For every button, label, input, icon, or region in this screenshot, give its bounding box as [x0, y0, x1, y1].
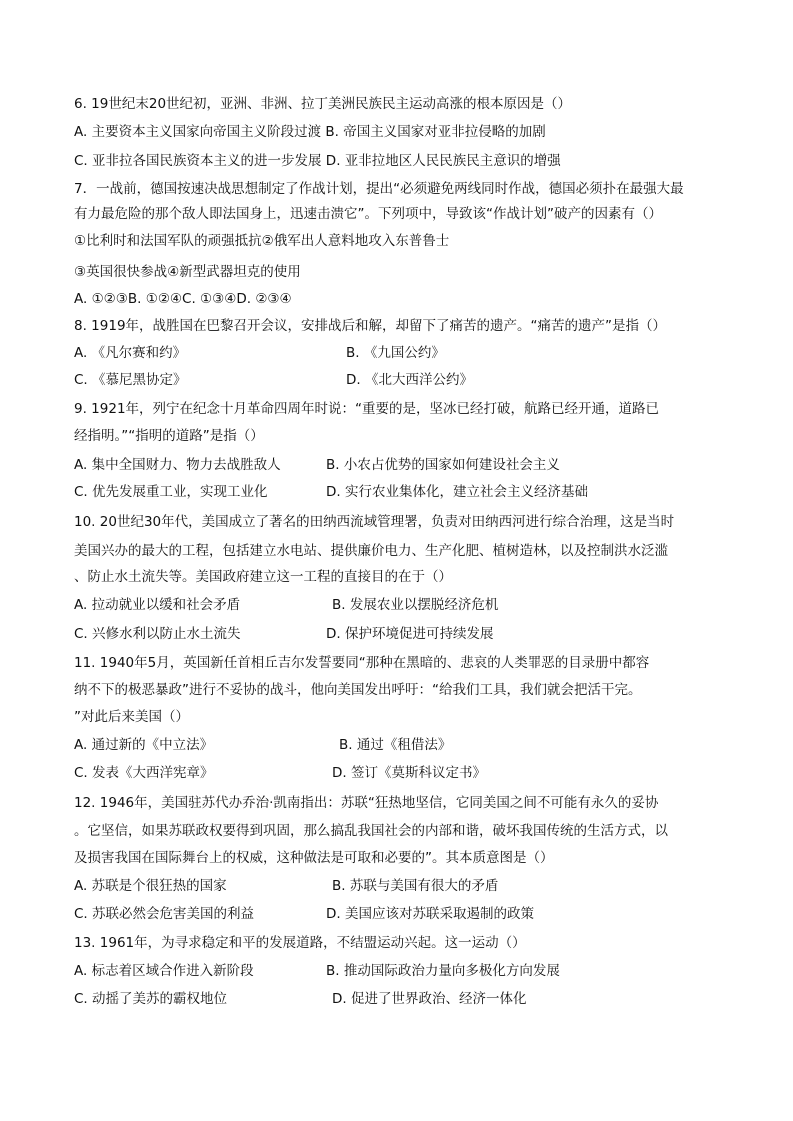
option-line: A. 主要资本主义国家向帝国主义阶段过渡 B. 帝国主义国家对亚非拉侵略的加剧 [74, 124, 546, 140]
option-line: C. 亚非拉各国民族资本主义的进一步发展 D. 亚非拉地区人民民族民主意识的增强 [74, 153, 561, 169]
option-c: C. 动摇了美苏的霸权地位 [74, 991, 228, 1007]
option-b: B. 推动国际政治力量向多极化方向发展 [326, 963, 560, 979]
question-stem: 经指明。”“指明的道路”是指（） [74, 428, 264, 444]
option-row [74, 903, 534, 925]
option-row [74, 369, 473, 391]
question-stem: 有力最危险的那个敌人即法国身上，迅速击溃它”。下列项中，导致该“作战计划”破产的因素有（） [74, 206, 662, 222]
question-stem: 13. 1961年，为寻求稳定和平的发展道路，不结盟运动兴起。这一运动（） [74, 935, 526, 951]
option-a: A. 拉动就业以缓和社会矛盾 [74, 597, 241, 613]
option-row [74, 762, 486, 784]
question-stem: 10. 20世纪30年代，美国成立了著名的田纳西流域管理署，负责对田纳西河进行综合治理，这是当时 [74, 514, 675, 530]
option-row [74, 734, 452, 756]
question-stem: 美国兴办的最大的工程，包括建立水电站、提供廉价电力、生产化肥、植树造林，以及控制洪水泛滥 [74, 543, 668, 559]
option-c: C. 苏联必然会危害美国的利益 [74, 906, 255, 922]
option-b: B. 发展农业以摆脱经济危机 [332, 597, 499, 613]
option-line: A. ①②③B. ①②④C. ①③④D. ②③④ [74, 291, 292, 307]
option-a: A. 集中全国财力、物力去战胜敌人 [74, 457, 281, 473]
option-b: B. 通过《租借法》 [339, 737, 452, 753]
question-stem: 纳不下的极恶暴政”进行不妥协的战斗，他向美国发出呼吁：“给我们工具，我们就会把活干完。 [74, 682, 642, 698]
statement-line: ①比利时和法国军队的顽强抵抗②俄军出人意料地攻入东普鲁士 [74, 233, 450, 249]
option-a: A. 《凡尔赛和约》 [74, 345, 187, 361]
question-stem: ”对此后来美国（） [74, 709, 189, 725]
option-row [74, 960, 560, 982]
option-b: B. 苏联与美国有很大的矛盾 [332, 878, 499, 894]
statement-line: ③英国很快参战④新型武器坦克的使用 [74, 264, 301, 280]
option-d: D. 实行农业集体化，建立社会主义经济基础 [326, 484, 588, 500]
question-stem: 8. 1919年，战胜国在巴黎召开会议，安排战后和解，却留下了痛苦的遗产。“痛苦的遗产”是指（） [74, 318, 667, 334]
option-a: A. 标志着区域合作进入新阶段 [74, 963, 254, 979]
option-d: D. 美国应该对苏联采取遏制的政策 [326, 906, 534, 922]
option-row [74, 481, 588, 503]
option-c: C. 《慕尼黑协定》 [74, 372, 187, 388]
option-b: B. 《九国公约》 [346, 345, 445, 361]
question-stem: 11. 1940年5月，英国新任首相丘吉尔发誓要同“那种在黑暗的、悲哀的人类罪恶的目录册中都容 [74, 655, 650, 671]
option-c: C. 兴修水利以防止水土流失 [74, 626, 241, 642]
option-row [74, 988, 527, 1010]
question-stem: 9. 1921年，列宁在纪念十月革命四周年时说：“重要的是，坚冰已经打破，航路已经开通，道路已 [74, 401, 660, 417]
option-d: D. 保护环境促进可持续发展 [326, 626, 494, 642]
option-d: D. 签订《莫斯科议定书》 [332, 765, 486, 781]
question-stem: 7．一战前，德国按速决战思想制定了作战计划，提出“必须避免两线同时作战，德国必须扑在最强大最 [74, 181, 684, 197]
question-stem: 。它坚信，如果苏联政权要得到巩固，那么搞乱我国社会的内部和谐，破坏我国传统的生活方式，以 [74, 823, 668, 839]
option-row [74, 342, 445, 364]
option-d: D. 促进了世界政治、经济一体化 [332, 991, 527, 1007]
option-row [74, 454, 560, 476]
question-stem: 12. 1946年，美国驻苏代办乔治·凯南指出：苏联“狂热地坚信，它同美国之间不可能有永久的妥协 [74, 795, 659, 811]
option-c: C. 优先发展重工业，实现工业化 [74, 484, 268, 500]
question-stem: 及损害我国在国际舞台上的权威，这种做法是可取和必要的”。其本质意图是（） [74, 850, 554, 866]
option-a: A. 苏联是个很狂热的国家 [74, 878, 227, 894]
option-row [74, 594, 499, 616]
option-b: B. 小农占优势的国家如何建设社会主义 [326, 457, 560, 473]
question-stem: 6. 19世纪末20世纪初，亚洲、非洲、拉丁美洲民族民主运动高涨的根本原因是（） [74, 96, 572, 112]
option-row [74, 875, 499, 897]
option-c: C. 发表《大西洋宪章》 [74, 765, 214, 781]
option-d: D. 《北大西洋公约》 [346, 372, 473, 388]
option-a: A. 通过新的《中立法》 [74, 737, 214, 753]
question-stem: 、防止水土流失等。美国政府建立这一工程的直接目的在于（） [74, 569, 452, 585]
option-row [74, 623, 494, 645]
